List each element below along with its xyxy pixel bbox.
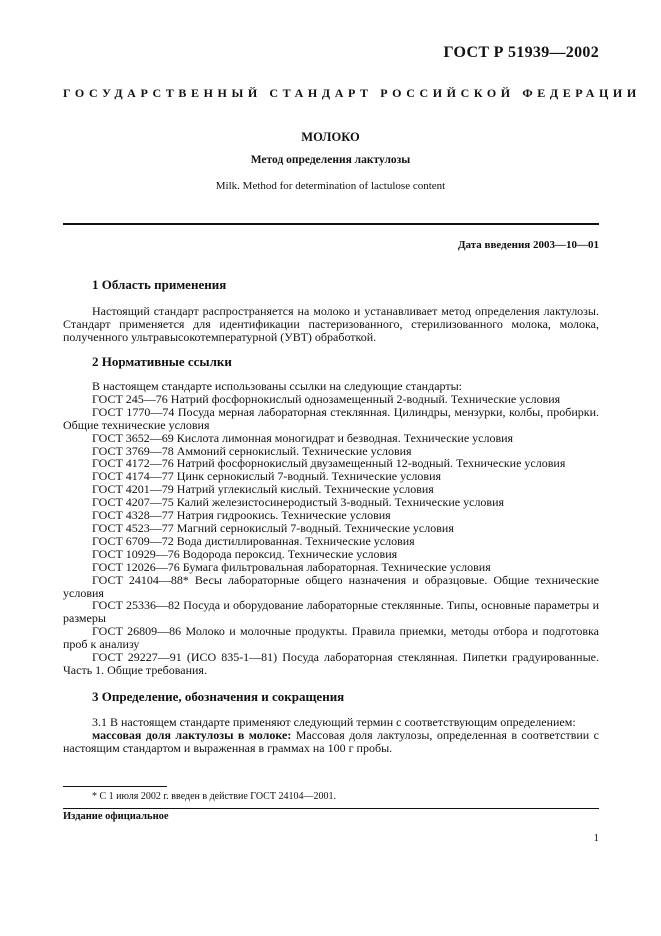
document-code: ГОСТ Р 51939—2002 <box>443 44 599 61</box>
reference-item: ГОСТ 6709—72 Вода дистиллированная. Технические условия <box>92 533 415 548</box>
footnote-divider <box>63 786 167 787</box>
section-3-heading: 3 Определение, обозначения и сокращения <box>92 689 345 704</box>
header-divider <box>63 223 599 225</box>
reference-item: ГОСТ 12026—76 Бумага фильтровальная лабораторная. Технические условия <box>92 559 491 574</box>
english-title: Milk. Method for determination of lactulose content <box>215 180 446 192</box>
reference-item: ГОСТ 4174—77 Цинк сернокислый 7-водный. Технические условия <box>92 469 442 484</box>
reference-item: ГОСТ 245—76 Натрий фосфорнокислый однозамещенный 2-водный. Технические условия <box>92 391 561 406</box>
reference-item: ГОСТ 25336—82 Посуда и оборудование лабораторные стеклянные. Типы, основные параметры и размеры <box>63 598 599 626</box>
section-1-body: Настоящий стандарт распространяется на молоко и устанавливает метод определения лактулозы. Стандарт применяется для идентификации пастеризованного, стерилизованного молока, молока, полученного ультравысокотемпературной (УВТ) обработкой. <box>63 304 599 344</box>
reference-item: ГОСТ 1770—74 Посуда мерная лабораторная стеклянная. Цилиндры, мензурки, колбы, пробирки. Общие технические условия <box>63 404 599 432</box>
section-3-paragraph: 3.1 В настоящем стандарте применяют следующий термин с соответствующим определением: <box>92 715 576 729</box>
footnote: * С 1 июля 2002 г. введен в действие ГОСТ 24104—2001. <box>92 791 336 802</box>
page-number: 1 <box>593 832 599 844</box>
reference-item: ГОСТ 4201—79 Натрий углекислый кислый. Технические условия <box>92 482 434 497</box>
reference-item: ГОСТ 3652—69 Кислота лимонная моногидрат и безводная. Технические условия <box>92 430 514 445</box>
references-list <box>63 380 599 677</box>
reference-item: ГОСТ 26809—86 Молоко и молочные продукты. Правила приемки, методы отбора и подготовка проб к анализу <box>63 624 599 652</box>
section-1-heading: 1 Область применения <box>92 277 227 292</box>
intro-date: Дата введения 2003—10—01 <box>457 239 599 251</box>
section-3-text <box>63 716 599 755</box>
edition-label: Издание официальное <box>63 811 169 822</box>
reference-item: ГОСТ 4328—77 Натрия гидроокись. Технические условия <box>92 508 391 523</box>
reference-item: ГОСТ 4172—76 Натрий фосфорнокислый двузамещенный 12-водный. Технические условия <box>92 456 566 471</box>
section-1-text <box>63 305 599 344</box>
footer-divider <box>63 808 599 809</box>
reference-item: ГОСТ 4523—77 Магний сернокислый 7-водный. Технические условия <box>92 520 454 535</box>
reference-item: ГОСТ 3769—78 Аммоний сернокислый. Технические условия <box>92 443 412 458</box>
references-intro: В настоящем стандарте использованы ссылки на следующие стандарты: <box>92 379 463 393</box>
reference-item: ГОСТ 29227—91 (ИСО 835-1—81) Посуда лабораторная стеклянная. Пипетки градуированные. Часть 1. Общие требования. <box>63 650 599 677</box>
reference-item: ГОСТ 4207—75 Калий железистосинеродистый 3-водный. Технические условия <box>92 495 505 510</box>
reference-item: ГОСТ 24104—88* Весы лабораторные общего назначения и образцовые. Общие технические условия <box>63 572 599 600</box>
term-definition: Массовая доля лактулозы, определенная в соответствии с настоящим стандартом и выраженная в граммах на 100 г пробы. <box>63 728 599 755</box>
reference-item: ГОСТ 10929—76 Водорода пероксид. Технические условия <box>92 546 398 561</box>
section-2-heading: 2 Нормативные ссылки <box>92 354 232 369</box>
term: массовая доля лактулозы в молоке: <box>92 728 292 742</box>
state-standard-banner: ГОСУДАРСТВЕННЫЙ СТАНДАРТ РОССИЙСКОЙ ФЕДЕРАЦИИ <box>63 86 641 100</box>
document-title: МОЛОКО <box>301 130 360 144</box>
document-subtitle: Метод определения лактулозы <box>250 154 411 166</box>
